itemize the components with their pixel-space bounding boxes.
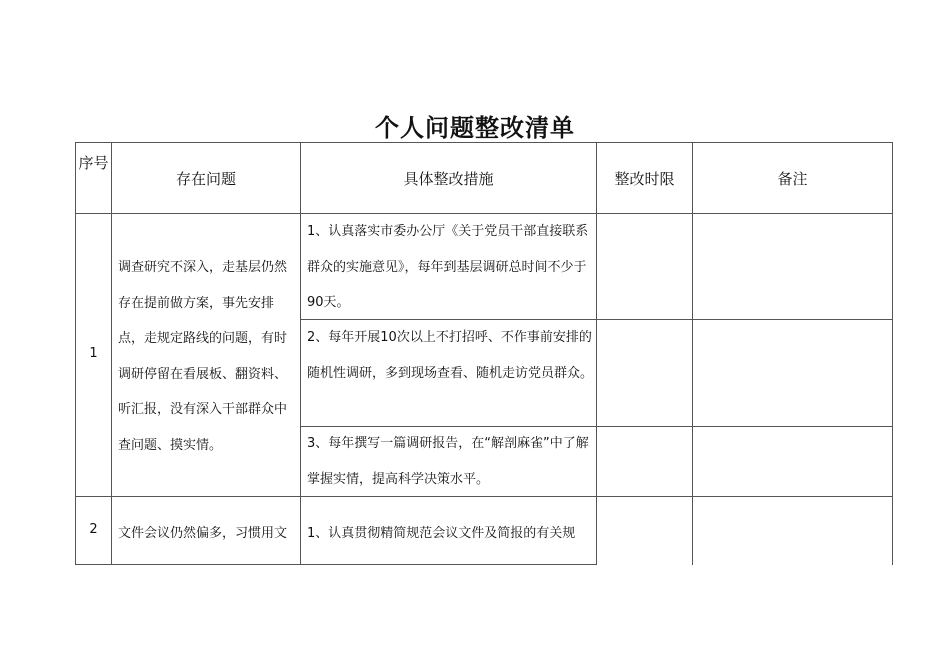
row1-index: 1 xyxy=(89,346,98,361)
row1-measure-3: 3、每年撰写一篇调研报告，在“解剖麻雀”中了解掌握实情，提高科学决策水平。 xyxy=(307,436,589,487)
col-divider-2 xyxy=(300,142,301,565)
page-title: 个人问题整改清单 xyxy=(375,114,575,142)
header-notes: 备注 xyxy=(777,170,808,188)
header-index: 序号 xyxy=(78,154,109,172)
row1-measure-1: 1、认真落实市委办公厅《关于党员干部直接联系群众的实施意见》，每年到基层调研总时间不少于90天。 xyxy=(307,224,589,310)
table-border-top xyxy=(75,142,893,143)
row2-measure-1: 1、认真贯彻精简规范会议文件及简报的有关规 xyxy=(307,526,576,541)
col-divider-1 xyxy=(111,142,112,565)
col-divider-3 xyxy=(596,142,597,565)
table-border-right xyxy=(892,142,893,565)
header-deadline: 整改时限 xyxy=(614,170,675,188)
row1-problem: 调查研究不深入，走基层仍然存在提前做方案，事先安排点，走规定路线的问题，有时调研停留在看展板、翻资料、听汇报，没有深入干部群众中查问题、摸实情。 xyxy=(118,260,288,453)
header-problem: 存在问题 xyxy=(175,170,236,188)
row1-measure-2: 2、每年开展10次以上不打招呼、不作事前安排的随机性调研，多到现场查看、随机走访党员群众。 xyxy=(307,330,594,381)
col-divider-4 xyxy=(692,142,693,565)
header-measures: 具体整改措施 xyxy=(403,170,494,188)
table-border-bottom xyxy=(75,564,597,565)
row2-problem: 文件会议仍然偏多，习惯用文 xyxy=(118,526,288,541)
row2-index: 2 xyxy=(89,522,98,537)
